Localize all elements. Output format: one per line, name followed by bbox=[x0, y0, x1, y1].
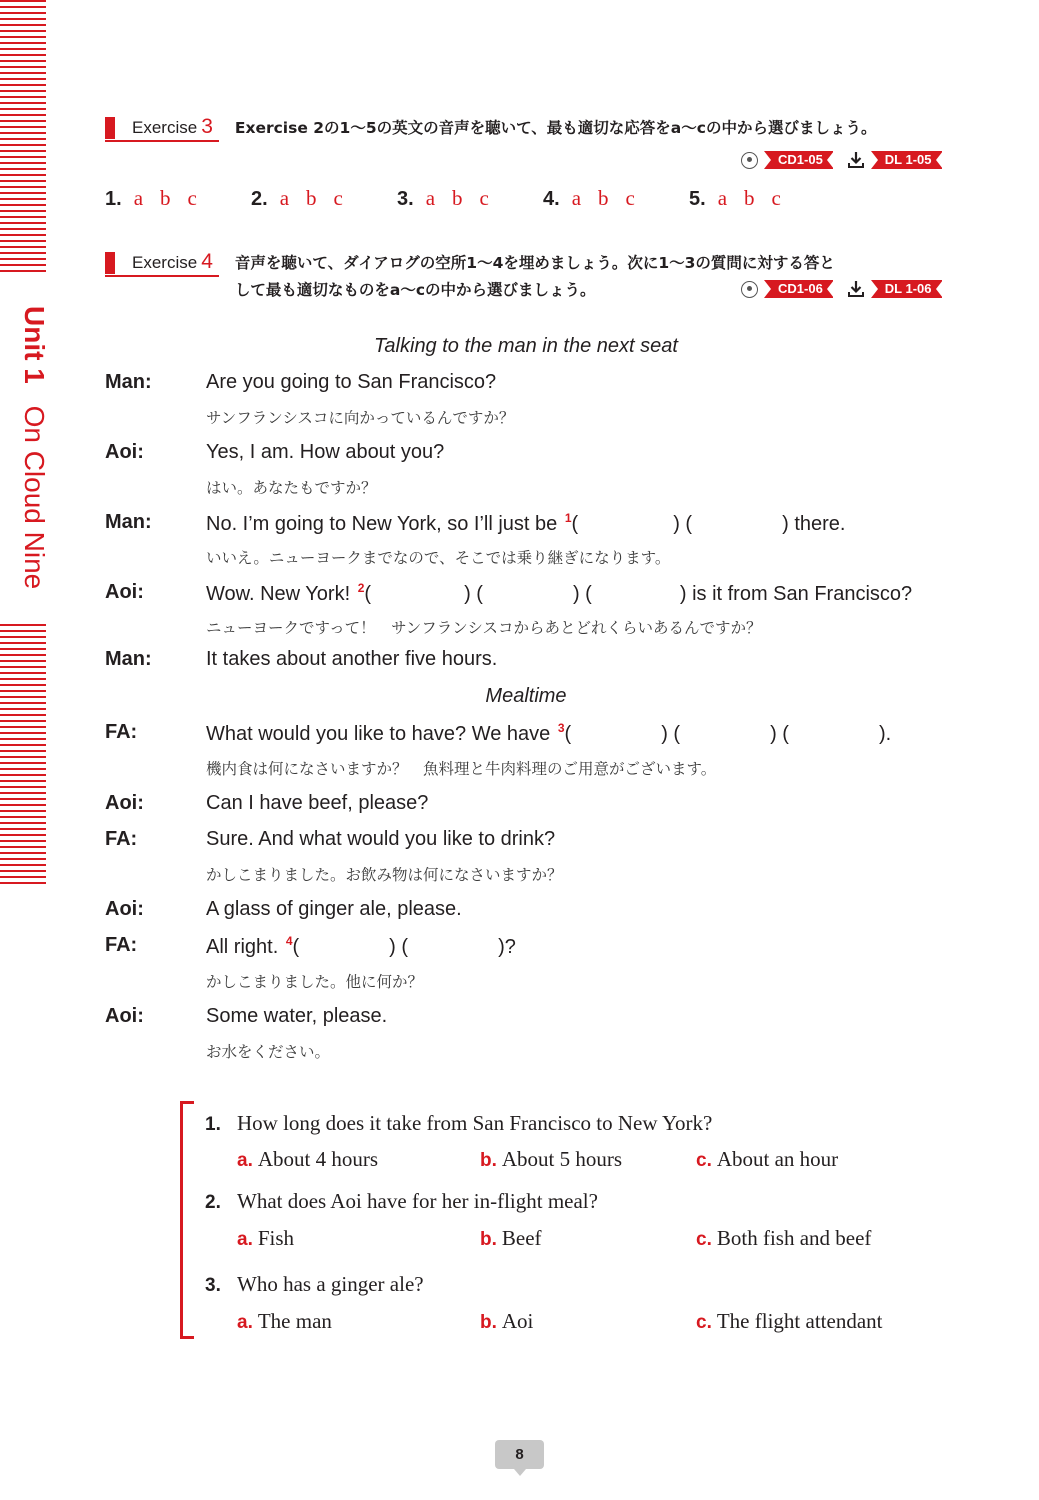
answer-option-b[interactable]: b bbox=[452, 186, 463, 210]
unit-label: Unit 1 bbox=[19, 306, 50, 384]
answer-number: 2. bbox=[251, 188, 268, 210]
cd-track-tag[interactable]: CD1-05 bbox=[764, 151, 833, 169]
answer-number: 5. bbox=[689, 188, 706, 210]
line-text: No. I’m going to New York, so I’ll just be bbox=[206, 513, 563, 535]
line-text: ? bbox=[504, 936, 516, 958]
speaker-label: FA: bbox=[105, 934, 138, 956]
answer-choice[interactable] bbox=[696, 1226, 871, 1251]
dialogue-line: What would you like to have? We have $^3$( ) ( ) ( ). bbox=[206, 721, 892, 745]
speaker-label: Man: bbox=[105, 648, 152, 670]
choice-letter: a. bbox=[237, 1229, 253, 1250]
blank-number: 2 bbox=[357, 581, 365, 595]
exercise4-label bbox=[105, 250, 219, 277]
margin-stripes-top bbox=[0, 0, 46, 272]
answer-option-b[interactable]: b bbox=[160, 186, 171, 210]
dialogue-translation: 機内食は何になさいますか？ 魚料理と牛肉料理のご用意がございます。 bbox=[206, 760, 717, 778]
unit-name: On Cloud Nine bbox=[19, 405, 50, 590]
choice-letter: b. bbox=[480, 1150, 497, 1171]
answer-item bbox=[543, 186, 689, 211]
choice-letter: b. bbox=[480, 1229, 497, 1250]
dialogue-line: Wow. New York! $^2$( ) ( ) ( ) is it from San Francisco? bbox=[206, 581, 913, 605]
answer-choice[interactable] bbox=[237, 1309, 332, 1334]
exercise3-number: 3 bbox=[201, 115, 213, 138]
question-number: 3. bbox=[205, 1275, 221, 1296]
blank-number: 1 bbox=[564, 511, 572, 525]
line-text: Wow. New York! bbox=[206, 583, 356, 605]
dialogue-translation: はい。あなたもですか？ bbox=[206, 479, 377, 497]
dialogue-translation: かしこまりました。お飲み物は何になさいますか？ bbox=[206, 866, 563, 884]
answer-choice[interactable] bbox=[696, 1309, 882, 1334]
margin-stripes-bottom bbox=[0, 624, 46, 886]
question-number: 1. bbox=[205, 1114, 221, 1135]
question bbox=[205, 1189, 598, 1214]
speaker-label: Aoi: bbox=[105, 898, 144, 920]
exercise3-label bbox=[105, 115, 219, 142]
choice-text: About an hour bbox=[716, 1147, 839, 1171]
answer-option-a[interactable]: a bbox=[571, 186, 582, 210]
dialogue-line: It takes about another five hours. bbox=[206, 648, 498, 670]
exercise3-word: Exercise bbox=[132, 118, 198, 137]
speaker-label: Man: bbox=[105, 511, 152, 533]
blank-number: 3 bbox=[557, 721, 565, 735]
speaker-label: Man: bbox=[105, 371, 152, 393]
answer-option-c[interactable]: c bbox=[333, 186, 343, 210]
choice-letter: c. bbox=[696, 1312, 712, 1333]
choice-letter: c. bbox=[696, 1150, 712, 1171]
blank-number: 4 bbox=[285, 934, 293, 948]
speaker-label: Aoi: bbox=[105, 441, 144, 463]
question bbox=[205, 1111, 712, 1136]
answer-item bbox=[689, 186, 835, 211]
answer-option-a[interactable]: a bbox=[279, 186, 290, 210]
exercise3-header bbox=[105, 115, 876, 142]
exercise3-audio-tags bbox=[741, 151, 942, 169]
question bbox=[205, 1272, 424, 1297]
speaker-label: FA: bbox=[105, 721, 138, 743]
answer-option-b[interactable]: b bbox=[744, 186, 755, 210]
scene-heading-1: Talking to the man in the next seat bbox=[374, 335, 678, 357]
dialogue-line: No. I’m going to New York, so I’ll just be $^1$( ) ( ) there. bbox=[206, 511, 846, 535]
choice-text: The man bbox=[257, 1309, 332, 1333]
choice-text: Aoi bbox=[501, 1309, 534, 1333]
exercise4-header bbox=[105, 250, 835, 304]
line-text: . bbox=[885, 723, 892, 745]
dialogue-translation: かしこまりました。他に何か？ bbox=[206, 973, 424, 991]
dialogue-line: A glass of ginger ale, please. bbox=[206, 898, 462, 920]
exercise4-word: Exercise bbox=[132, 253, 198, 272]
answer-item bbox=[251, 186, 397, 211]
exercise3-answer-row bbox=[105, 186, 835, 211]
dialogue-translation: ニューヨークですって！ サンフランシスコからあとどれくらいあるんですか？ bbox=[206, 619, 762, 637]
answer-option-a[interactable]: a bbox=[717, 186, 728, 210]
exercise-marker-bar bbox=[105, 252, 115, 274]
dialogue-translation: お水をください。 bbox=[206, 1043, 331, 1061]
dialogue-line: Yes, I am. How about you? bbox=[206, 441, 445, 463]
choice-letter: c. bbox=[696, 1229, 712, 1250]
dl-track-tag[interactable]: DL 1-06 bbox=[871, 280, 942, 298]
choice-letter: a. bbox=[237, 1150, 253, 1171]
answer-choice[interactable] bbox=[237, 1147, 378, 1172]
cd-icon[interactable] bbox=[741, 281, 758, 298]
choice-text: The flight attendant bbox=[716, 1309, 883, 1333]
answer-choice[interactable] bbox=[480, 1226, 542, 1251]
question-text: Who has a ginger ale? bbox=[237, 1272, 424, 1296]
exercise4-instruction-line2: して最も適切なものをa～cの中から選びましょう。 bbox=[234, 281, 596, 299]
speaker-label: Aoi: bbox=[105, 581, 144, 603]
dialogue-translation: サンフランシスコに向かっているんですか？ bbox=[206, 409, 515, 427]
line-text: there. bbox=[788, 513, 846, 535]
answer-option-c[interactable]: c bbox=[625, 186, 635, 210]
choice-letter: a. bbox=[237, 1312, 253, 1333]
choice-text: About 4 hours bbox=[257, 1147, 379, 1171]
dialogue-line: All right. $^4$( ) ( )? bbox=[206, 934, 516, 958]
download-icon[interactable] bbox=[847, 280, 865, 298]
answer-option-b[interactable]: b bbox=[306, 186, 317, 210]
line-text: All right. bbox=[206, 936, 284, 958]
dialogue-line: Some water, please. bbox=[206, 1005, 388, 1027]
exercise4-number: 4 bbox=[201, 250, 213, 273]
dialogue-line: Are you going to San Francisco? bbox=[206, 371, 497, 393]
answer-option-a[interactable]: a bbox=[425, 186, 436, 210]
question-text: What does Aoi have for her in-flight meal? bbox=[237, 1189, 598, 1213]
answer-number: 3. bbox=[397, 188, 414, 210]
scene-heading-2: Mealtime bbox=[485, 685, 567, 707]
answer-option-a[interactable]: a bbox=[133, 186, 144, 210]
line-text: What would you like to have? We have bbox=[206, 723, 556, 745]
answer-choice[interactable] bbox=[480, 1147, 622, 1172]
question-text: How long does it take from San Francisco to New York? bbox=[237, 1111, 713, 1135]
download-icon[interactable] bbox=[847, 151, 865, 169]
answer-item bbox=[105, 186, 251, 211]
choice-text: Both fish and beef bbox=[716, 1226, 872, 1250]
choice-letter: b. bbox=[480, 1312, 497, 1333]
answer-choice[interactable] bbox=[696, 1147, 838, 1172]
cd-icon[interactable] bbox=[741, 152, 758, 169]
dialogue-line: Sure. And what would you like to drink? bbox=[206, 828, 556, 850]
answer-choice[interactable] bbox=[237, 1226, 294, 1251]
speaker-label: Aoi: bbox=[105, 1005, 144, 1027]
answer-option-b[interactable]: b bbox=[598, 186, 609, 210]
exercise4-audio-tags bbox=[741, 280, 942, 298]
unit-title-vertical bbox=[4, 306, 50, 606]
speaker-label: FA: bbox=[105, 828, 138, 850]
answer-option-c[interactable]: c bbox=[479, 186, 489, 210]
exercise3-instruction: Exercise 2の1～5の英文の音声を聴いて、最も適切な応答をa～cの中から選びましょう。 bbox=[234, 119, 877, 137]
question-number: 2. bbox=[205, 1192, 221, 1213]
page-number: 8 bbox=[495, 1440, 544, 1469]
speaker-label: Aoi: bbox=[105, 792, 144, 814]
answer-number: 1. bbox=[105, 188, 122, 210]
answer-number: 4. bbox=[543, 188, 560, 210]
questions-bracket bbox=[180, 1101, 194, 1339]
answer-item bbox=[397, 186, 543, 211]
dialogue-line: Can I have beef, please? bbox=[206, 792, 429, 814]
exercise4-instruction-line1: 音声を聴いて、ダイアログの空所1～4を埋めましょう。次に1～3の質問に対する答と bbox=[234, 254, 835, 272]
dl-track-tag[interactable]: DL 1-05 bbox=[871, 151, 942, 169]
answer-choice[interactable] bbox=[480, 1309, 533, 1334]
choice-text: Beef bbox=[501, 1226, 542, 1250]
cd-track-tag[interactable]: CD1-06 bbox=[764, 280, 833, 298]
choice-text: Fish bbox=[257, 1226, 295, 1250]
line-text: is it from San Francisco? bbox=[686, 583, 913, 605]
choice-text: About 5 hours bbox=[501, 1147, 623, 1171]
exercise-marker-bar bbox=[105, 117, 115, 139]
answer-option-c[interactable]: c bbox=[771, 186, 781, 210]
dialogue-translation: いいえ。ニューヨークまでなので、そこでは乗り継ぎになります。 bbox=[206, 549, 671, 567]
answer-option-c[interactable]: c bbox=[187, 186, 197, 210]
